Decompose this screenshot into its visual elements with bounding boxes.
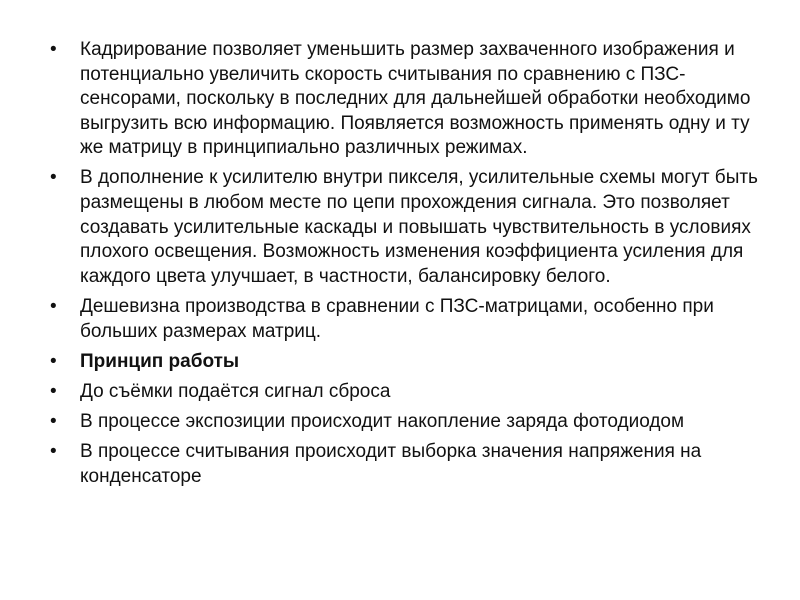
bullet-text: В процессе считывания происходит выборка значения напряжения на конденсаторе <box>80 440 702 487</box>
bullet-text: Дешевизна производства в сравнении с ПЗС-матрицами, особенно при больших размерах матриц. <box>80 295 714 342</box>
bullet-dot-icon: • <box>50 167 57 189</box>
bullet-item <box>50 166 760 289</box>
bullet-text: В процессе экспозиции происходит накопление заряда фотодиодом <box>80 410 685 432</box>
bullet-dot-icon: • <box>50 350 57 372</box>
bullet-dot-icon: • <box>50 380 57 402</box>
bullet-dot-icon: • <box>50 440 57 462</box>
bullet-dot-icon: • <box>50 39 57 60</box>
bullet-item <box>50 410 760 435</box>
bullet-dot-icon: • <box>50 295 57 317</box>
bullet-list <box>50 38 760 489</box>
bullet-dot-icon: • <box>50 410 57 432</box>
bullet-text: Кадрирование позволяет уменьшить размер захваченного изображения и потенциально увеличить скорость считывания по сравнению с ПЗС-сенсорами, поскольку в последних для дальнейшей обработки необходимо выгрузить всю информацию. Появляется возможность применять одну и ту же матрицу в принципиально различных режимах. <box>80 39 751 159</box>
bullet-item <box>50 295 760 344</box>
section-heading: Принцип работы <box>80 350 240 372</box>
bullet-item <box>50 38 760 161</box>
section-heading-item <box>50 350 760 375</box>
bullet-item <box>50 380 760 405</box>
bullet-item <box>50 440 760 489</box>
bullet-text: В дополнение к усилителю внутри пикселя, усилительные схемы могут быть размещены в любом месте по цепи прохождения сигнала. Это позволяет создавать усилительные каскады и повышать чувствительность в условиях плохого освещения. Возможность изменения коэффициента усиления для каждого цвета улучшает, в частности, балансировку белого. <box>80 167 758 287</box>
bullet-text: До съёмки подаётся сигнал сброса <box>80 380 391 402</box>
